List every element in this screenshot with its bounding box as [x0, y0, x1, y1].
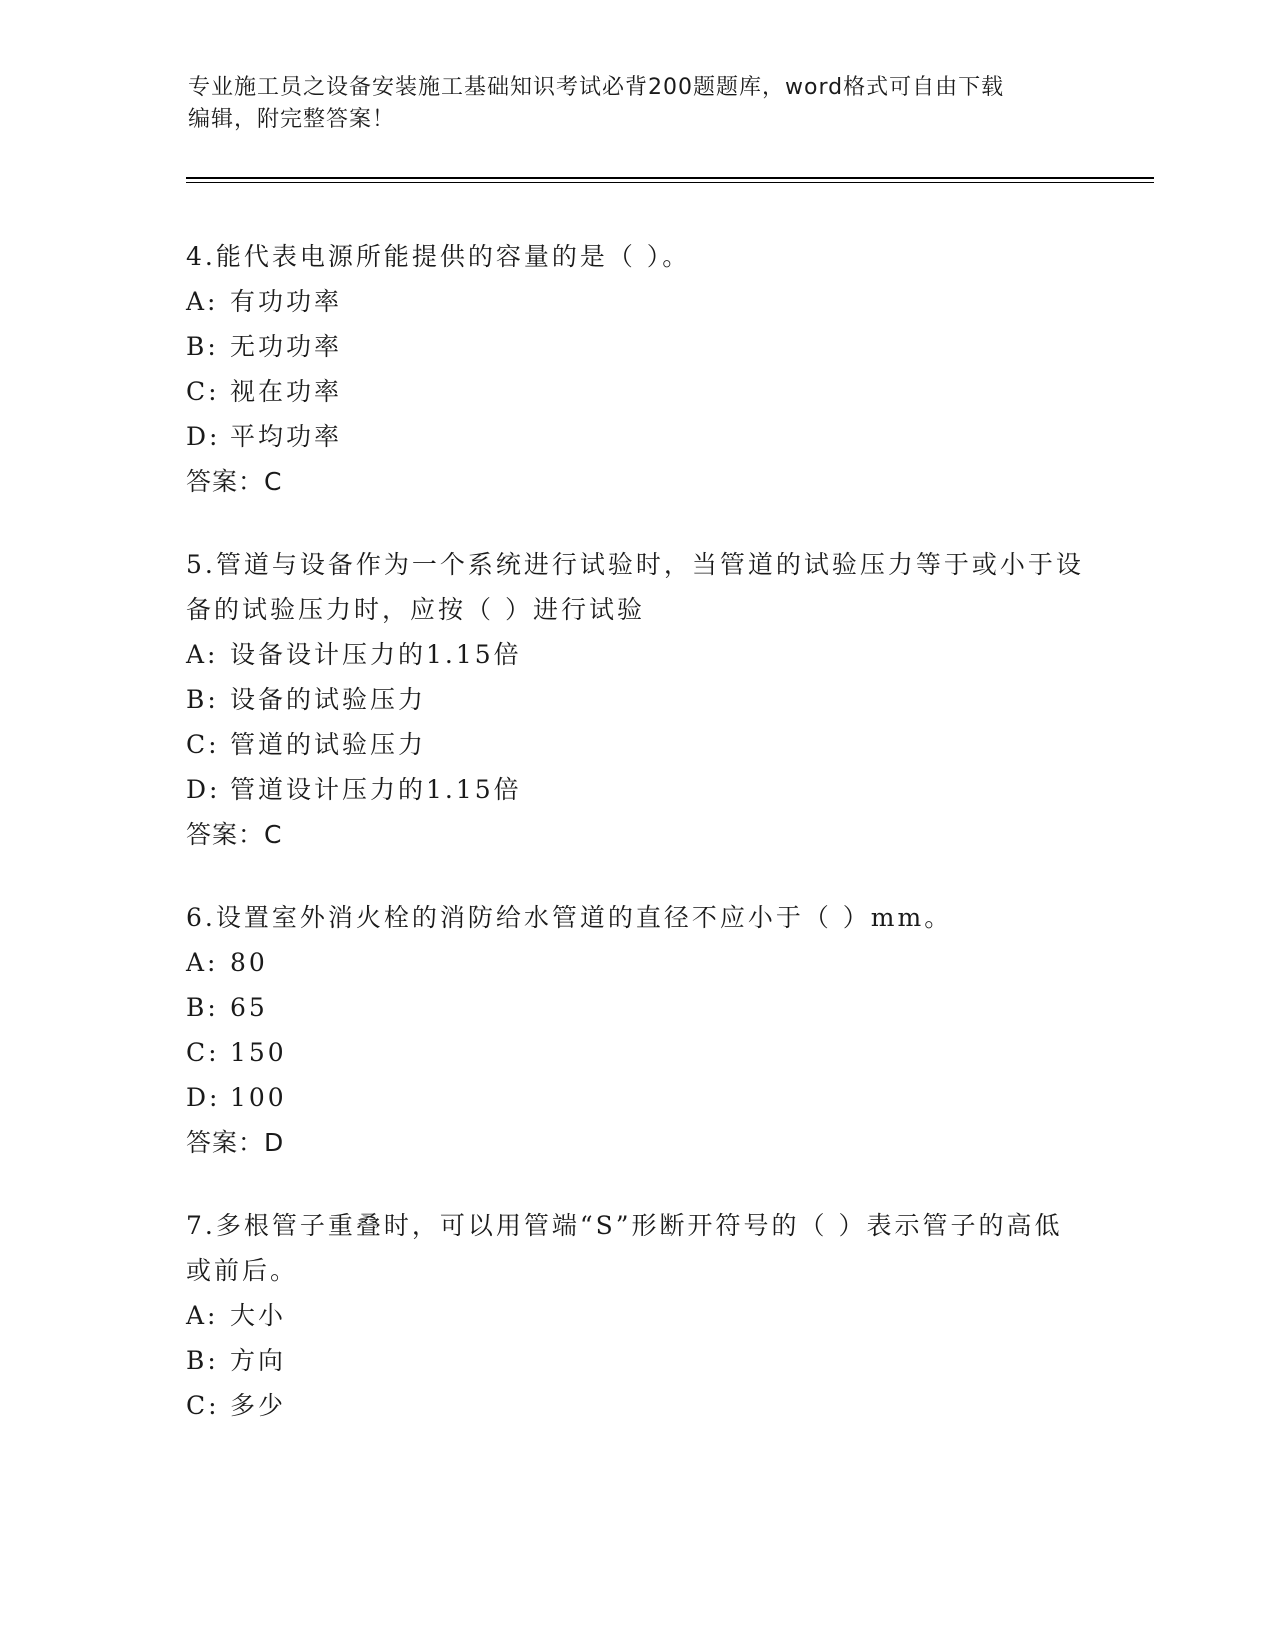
option-c [186, 722, 1086, 767]
option-a [186, 940, 1086, 985]
question-stem: 7.多根管子重叠时，可以用管端“S”形断开符号的（ ）表示管子的高低或前后。 [186, 1211, 1063, 1285]
option-text: 设备设计压力的1.15倍 [230, 640, 522, 669]
option-text: 150 [230, 1038, 287, 1067]
option-text: 方向 [230, 1346, 287, 1375]
option-label: A: [186, 948, 219, 977]
option-label: A: [186, 287, 219, 316]
option-b [186, 1338, 1086, 1383]
option-label: D: [186, 1083, 221, 1112]
question-stem: 6.设置室外消火栓的消防给水管道的直径不应小于（ ）mm。 [186, 903, 953, 932]
answer-line: 答案：C [186, 467, 283, 496]
header-title-line-1: 专业施工员之设备安装施工基础知识考试必背200题题库，word格式可自由下载 [188, 75, 1005, 100]
option-text: 有功功率 [230, 287, 343, 316]
option-label: D: [186, 775, 221, 804]
option-text: 65 [230, 993, 268, 1022]
option-label: D: [186, 422, 221, 451]
option-text: 多少 [230, 1391, 287, 1420]
question-5 [186, 542, 1086, 857]
option-a [186, 1293, 1086, 1338]
header-title-line-2: 编辑，附完整答案！ [188, 107, 396, 132]
option-c [186, 369, 1086, 414]
option-d [186, 767, 1086, 812]
option-b [186, 324, 1086, 369]
option-text: 无功功率 [230, 332, 343, 361]
option-a [186, 632, 1086, 677]
option-text: 100 [230, 1083, 287, 1112]
option-label: A: [186, 1301, 219, 1330]
option-text: 管道的试验压力 [230, 730, 427, 759]
answer-line: 答案：D [186, 1128, 285, 1157]
option-a [186, 279, 1086, 324]
option-b [186, 985, 1086, 1030]
option-text: 大小 [230, 1301, 287, 1330]
option-label: A: [186, 640, 219, 669]
option-c [186, 1383, 1086, 1428]
question-stem: 5.管道与设备作为一个系统进行试验时，当管道的试验压力等于或小于设备的试验压力时，应按（ ）进行试验 [186, 550, 1084, 624]
option-d [186, 1075, 1086, 1120]
option-b [186, 677, 1086, 722]
answer-line: 答案：C [186, 820, 283, 849]
option-label: B: [186, 1346, 219, 1375]
option-c [186, 1030, 1086, 1075]
question-list [186, 234, 1086, 1466]
question-4 [186, 234, 1086, 504]
option-label: B: [186, 685, 219, 714]
document-header [188, 72, 1068, 136]
option-text: 80 [230, 948, 268, 977]
question-6 [186, 895, 1086, 1165]
option-label: C: [186, 1038, 220, 1067]
option-d [186, 414, 1086, 459]
header-divider-thick [186, 177, 1154, 179]
option-label: C: [186, 730, 220, 759]
option-text: 设备的试验压力 [230, 685, 427, 714]
option-text: 平均功率 [230, 422, 343, 451]
question-stem: 4.能代表电源所能提供的容量的是（ ）。 [186, 242, 691, 271]
option-label: C: [186, 1391, 220, 1420]
option-label: B: [186, 332, 219, 361]
option-label: C: [186, 377, 220, 406]
option-text: 视在功率 [230, 377, 343, 406]
option-text: 管道设计压力的1.15倍 [230, 775, 522, 804]
header-divider-thin [186, 182, 1154, 183]
question-7 [186, 1203, 1086, 1428]
option-label: B: [186, 993, 219, 1022]
